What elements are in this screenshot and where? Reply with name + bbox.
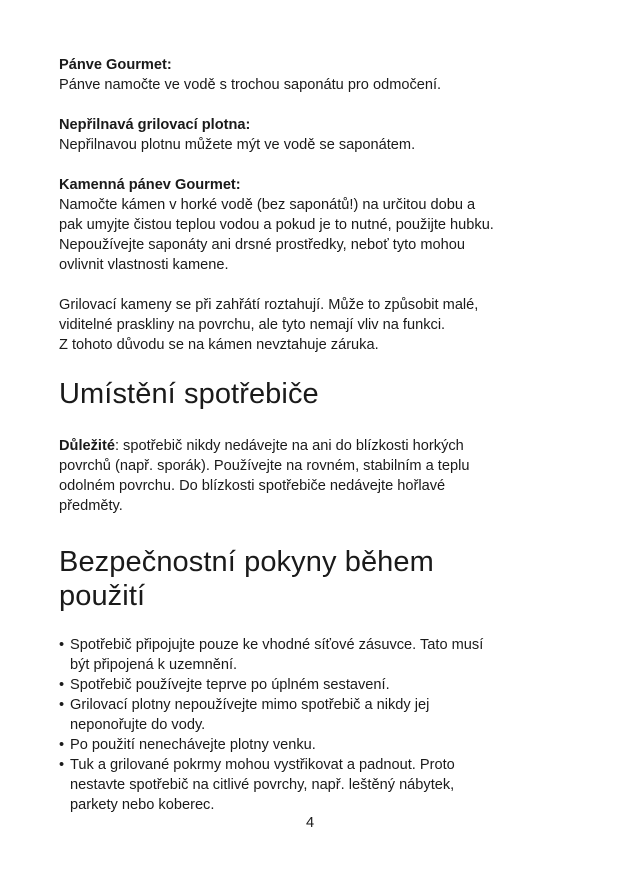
bullet-icon: •: [59, 737, 65, 753]
list-item: • Grilovací plotny nepoužívejte mimo spotřebič a nikdy jej neponořujte do vody.: [59, 697, 430, 733]
page-number: 4: [305, 815, 315, 831]
section-text: Namočte kámen v horké vodě (bez saponátů!) na určitou dobu a pak umyjte čistou teplou vodou a pokud je to nutné, použijte hubku. Nepoužívejte saponáty ani drsné prostředky, neboť tyto mohou ovlivnit vlastnosti kamene.: [59, 197, 494, 273]
bullet-icon: •: [59, 677, 65, 693]
bullet-icon: •: [59, 757, 65, 773]
safety-list: [59, 635, 569, 815]
cleaning-section-pans: [59, 55, 569, 95]
bullet-icon: •: [59, 637, 65, 653]
safety-heading: Bezpečnostní pokyny během použití: [59, 546, 434, 612]
section-title: Kamenná pánev Gourmet:: [59, 177, 241, 193]
cleaning-section-grill-plate: [59, 115, 569, 155]
list-item: • Spotřebič používejte teprve po úplném sestavení.: [59, 677, 390, 693]
document-page: [59, 55, 569, 815]
placement-heading: Umístění spotřebiče: [59, 378, 319, 410]
list-item: • Po použití nenechávejte plotny venku.: [59, 737, 316, 753]
section-title: Nepřilnavá grilovací plotna:: [59, 117, 251, 133]
stone-note: Grilovací kameny se při zahřátí roztahují. Může to způsobit malé, viditelné praskliny na povrchu, ale tyto nemají vliv na funkci. Z tohoto důvodu se na kámen nevztahuje záruka.: [59, 297, 479, 353]
section-title: Pánve Gourmet:: [59, 57, 172, 73]
list-item: • Tuk a grilované pokrmy mohou vystřikovat a padnout. Proto nestavte spotřebič na citlivé povrchy, např. leštěný nábytek, parkety nebo koberec.: [59, 757, 455, 813]
list-item: • Spotřebič připojujte pouze ke vhodné síťové zásuvce. Tato musí být připojená k uzemnění.: [59, 637, 484, 673]
section-text: Pánve namočte ve vodě s trochou saponátu pro odmočení.: [59, 77, 442, 93]
cleaning-section-stone-pan: [59, 175, 569, 275]
placement-text: Důležité: spotřebič nikdy nedávejte na ani do blízkosti horkých povrchů (např. sporák). Používejte na rovném, stabilním a teplu odolném povrchu. Do blízkosti spotřebiče nedávejte hořlavé předměty.: [59, 438, 470, 514]
important-label: Důležité: [59, 438, 115, 454]
bullet-icon: •: [59, 697, 65, 713]
section-text: Nepřilnavou plotnu můžete mýt ve vodě se saponátem.: [59, 137, 416, 153]
